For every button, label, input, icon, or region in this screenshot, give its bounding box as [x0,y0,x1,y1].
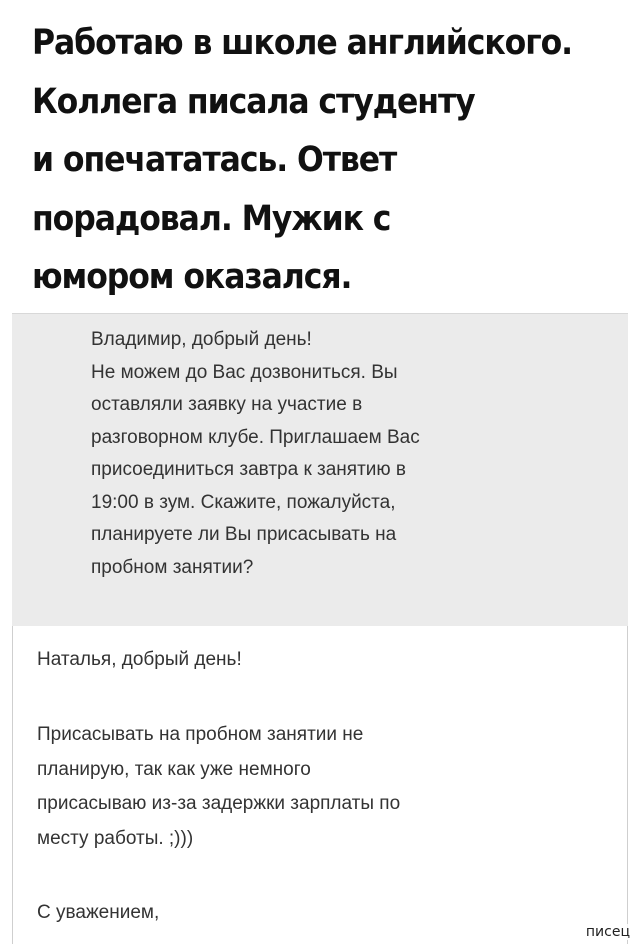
message-line: оставляли заявку на участие в [91,394,363,415]
site-watermark: писец [585,924,630,940]
reply-signoff [37,896,597,931]
message-line: планируете ли Вы присасывать на [91,524,397,545]
message-line: присасываю из-за задержки зарплаты по [37,793,401,814]
incoming-message [12,313,628,627]
reply-greeting [37,643,597,678]
message-line: планирую, так как уже немного [37,758,311,780]
caption-line: и опечататась. Ответ [32,140,397,181]
message-line: Владимир, добрый день! [91,329,312,350]
incoming-message-text [91,324,611,584]
message-line: Наталья, добрый день! [37,649,242,670]
caption-line: Работаю в школе английского. [32,23,573,63]
caption-line: Коллега писала студенту [32,81,475,122]
message-line: присоединиться завтра к занятию в [91,459,407,480]
message-line: месту работы. ;))) [37,827,194,849]
caption [32,14,572,307]
message-line: Присасывать на пробном занятии не [37,724,364,745]
message-line: разговорном клубе. Приглашаем Вас [91,426,420,448]
caption-line: юмором оказался. [32,257,352,298]
reply-body [37,718,597,856]
message-line: пробном занятии? [91,556,254,578]
message-line: Не можем до Вас дозвониться. Вы [91,361,398,383]
chat-screenshot [12,313,628,944]
message-line: С уважением, [37,902,160,923]
reply-message [12,626,628,944]
message-line: 19:00 в зум. Скажите, пожалуйста, [91,491,396,513]
caption-line: порадовал. Мужик с [32,198,391,239]
